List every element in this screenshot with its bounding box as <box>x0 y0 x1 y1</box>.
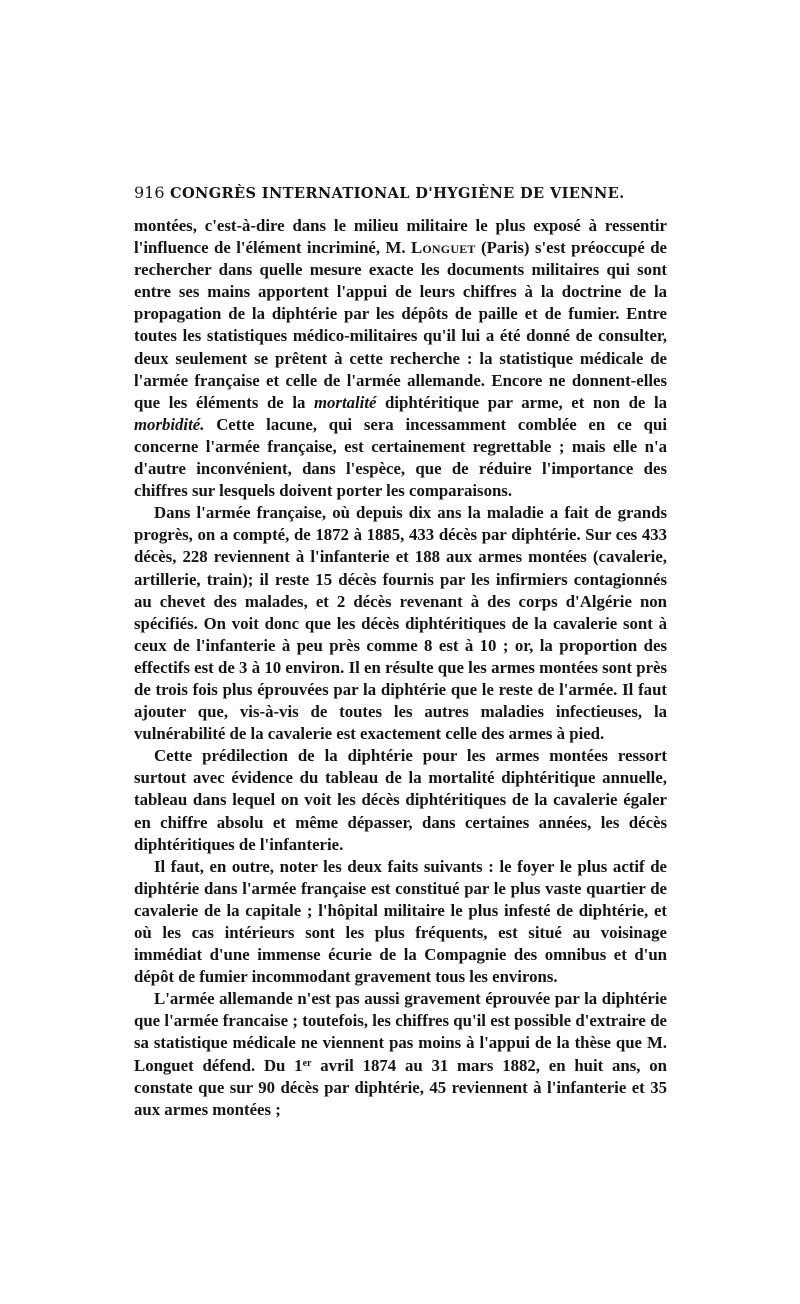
paragraph-1 <box>134 215 667 502</box>
paragraph-2: Dans l'armée française, où depuis dix ans la maladie a fait de grands progrès, on a compté, de 1872 à 1885, 433 décès par diphtérie. Sur ces 433 décès, 228 reviennent à l'infanterie et 188 aux armes montées (cavalerie, artillerie, train); il reste 15 décès fournis par les infirmiers contagionnés au chevet des malades, et 2 décès revenant à des corps d'Algérie non spécifiés. On voit donc que les décès diphtéritiques de la cavalerie sont à ceux de l'infanterie à peu près comme 8 est à 10 ; or, la proportion des effectifs est de 3 à 10 environ. Il en résulte que les armes montées sont près de trois fois plus éprouvées par la diphtérie que le reste de l'armée. Il faut ajouter que, vis-à-vis de toutes les autres maladies infectieuses, la vulnérabilité de la cavalerie est exactement celle des armes à pied. <box>134 503 667 744</box>
paragraph-4: Il faut, en outre, noter les deux faits suivants : le foyer le plus actif de diphtérie dans l'armée française est constitué par le plus vaste quartier de cavalerie de la capitale ; l'hôpital militaire le plus infesté de diphtérie, et où les cas intérieurs sont les plus fréquents, est situé au voisinage immédiat d'une immense écurie de la Compagnie des omnibus et d'un dépôt de fumier incommodant gravement tous les environs. <box>134 856 667 987</box>
italic-morbidite: morbidité. <box>134 414 205 434</box>
book-page <box>134 183 667 1121</box>
paragraph-1-text-c: diphtéritique par arme, et non de la <box>385 392 668 412</box>
body-text <box>134 215 667 1121</box>
paragraph-1-text-b: (Paris) s'est préoccupé de rechercher dans quelle mesure exacte les documents militaires qui sont entre ses mains apportent l'appui de leurs chiffres à la doctrine de la propagation de la diphtérie par les dépôts de paille et de fumier. Entre toutes les statistiques médico-militaires qu'il lui a été donné de consulter, deux seulement se prêtent à cette recherche : la statistique médicale de l'armée française et celle de l'armée allemande. Encore ne donnent-elles que les éléments de la <box>134 238 667 412</box>
italic-mortalite: mortalité <box>313 392 377 412</box>
page-number: 916 <box>134 183 165 202</box>
paragraph-3: Cette prédilection de la diphtérie pour les armes montées ressort surtout avec évidence du tableau de la mortalité diphtéritique annuelle, tableau dans lequel on voit les décès diphtéritiques de la cavalerie égaler en chiffre absolu et même dépasser, dans certaines années, les décès diphtéritiques de l'infanterie. <box>134 746 667 854</box>
running-head <box>134 183 667 207</box>
author-name: Longuet <box>411 238 476 258</box>
paragraph-5-text-b: avril 1874 au 31 mars 1882, en huit ans, on constate que sur 90 décès par diphtérie, 45 reviennent à l'infanterie et 35 aux armes montées ; <box>134 1055 667 1119</box>
running-title: CONGRÈS INTERNATIONAL D'HYGIÈNE DE VIENNE. <box>170 185 625 202</box>
paragraph-5 <box>134 988 667 1121</box>
paragraph-5-text-a: L'armée allemande n'est pas aussi gravement éprouvée par la diphtérie que l'armée francaise ; toutefois, les chiffres qu'il est possible d'extraire de sa statistique médicale ne viennent pas moins à l'appui de la thèse que M. Longuet défend. Du 1 <box>134 989 667 1075</box>
superscript-er: er <box>302 1057 312 1069</box>
paragraph-1-text-d: Cette lacune, qui sera incessamment comblée en ce qui concerne l'armée française, est certainement regrettable ; mais elle n'a d'autre inconvénient, dans l'espèce, que de réduire l'importance des chiffres sur lesquels doivent porter les comparaisons. <box>134 414 667 501</box>
paragraph-1-text-a: montées, c'est-à-dire dans le milieu militaire le plus exposé à ressentir l'influence de l'élément incriminé, M. <box>134 216 667 258</box>
